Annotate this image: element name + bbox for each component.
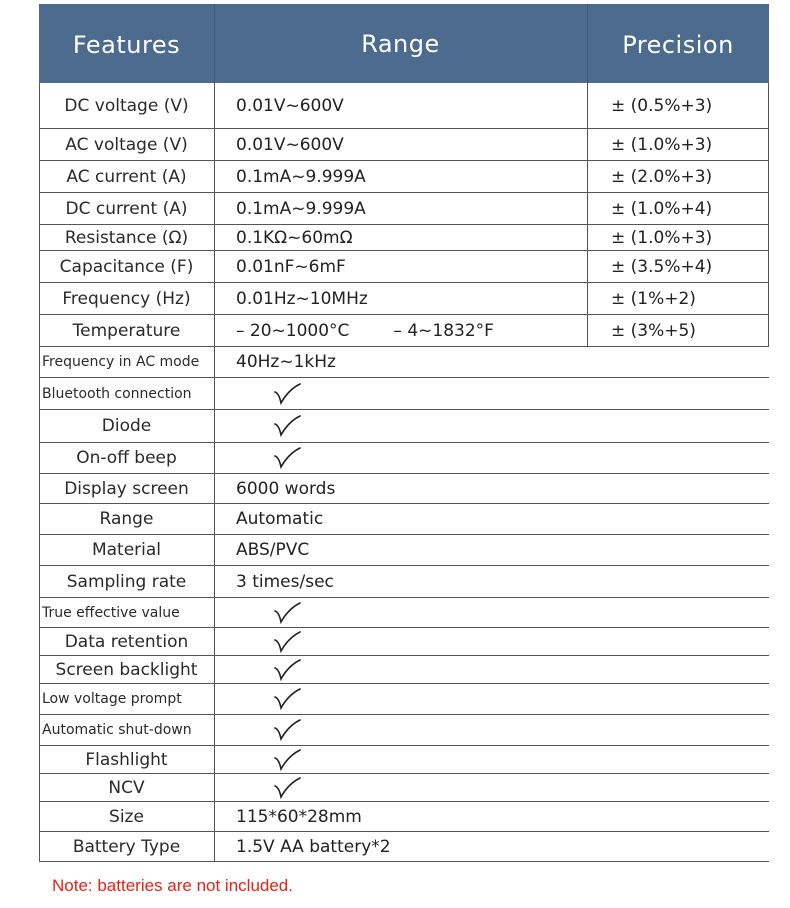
spec-table: [39, 4, 769, 862]
feature-label: Low voltage prompt: [42, 691, 182, 707]
table-row: [39, 283, 769, 315]
table-row: [39, 504, 769, 535]
range-value: [236, 347, 336, 377]
precision-value: ± (1.0%+3): [611, 227, 713, 248]
range-value: [273, 628, 301, 655]
checkmark-icon: [273, 777, 301, 799]
range-text: 115*60*28mm: [236, 806, 362, 827]
precision-value: ± (1.0%+3): [611, 134, 713, 155]
feature-label: Battery Type: [72, 836, 181, 857]
feature-label: Range: [99, 509, 154, 529]
checkmark-icon: [273, 659, 301, 681]
table-row: [39, 535, 769, 566]
checkmark-icon: [273, 447, 301, 469]
feature-label: Capacitance (F): [59, 256, 194, 277]
checkmark-icon: [273, 602, 301, 624]
range-text: 0.01V~600V: [236, 95, 344, 116]
range-value: [273, 598, 301, 627]
feature-label: DC voltage (V): [64, 95, 189, 116]
precision-value: ± (1%+2): [611, 288, 696, 309]
feature-label: Sampling rate: [66, 571, 187, 592]
range-value: [236, 251, 346, 282]
range-value: [236, 193, 366, 224]
range-value: [236, 535, 309, 565]
range-text: – 20~1000°C: [236, 320, 350, 341]
table-row: [39, 598, 769, 628]
range-value: [273, 656, 301, 683]
checkmark-icon: [273, 631, 301, 653]
feature-label: Display screen: [64, 478, 189, 499]
range-value: [273, 684, 301, 714]
range-text: 0.1mA~9.999A: [236, 198, 366, 219]
range-text: ABS/PVC: [236, 540, 310, 560]
table-row: [39, 251, 769, 283]
range-fahrenheit-text: – 4~1832°F: [393, 320, 494, 341]
checkmark-icon: [273, 415, 301, 437]
range-text: 0.01Hz~10MHz: [236, 288, 368, 309]
range-value: [273, 774, 301, 801]
table-row: [39, 161, 769, 193]
checkmark-icon: [273, 688, 301, 710]
range-text: 0.01V~600V: [236, 134, 344, 155]
range-value: [236, 315, 494, 346]
table-row: [39, 378, 769, 410]
feature-label: Material: [91, 540, 162, 560]
table-row: [39, 129, 769, 161]
table-row: [39, 832, 769, 862]
checkmark-icon: [273, 719, 301, 741]
range-value: [273, 746, 301, 773]
feature-label: Data retention: [64, 631, 189, 652]
table-row: [39, 656, 769, 684]
range-value: [236, 802, 362, 831]
range-text: 0.01nF~6mF: [236, 256, 346, 277]
feature-label: On-off beep: [76, 448, 177, 468]
feature-label: Temperature: [72, 320, 181, 341]
header-features: Features: [72, 31, 181, 59]
table-row: [39, 410, 769, 443]
range-text: 0.1KΩ~60mΩ: [236, 227, 353, 248]
table-row: [39, 193, 769, 225]
feature-label: True effective value: [42, 604, 180, 621]
feature-label: Flashlight: [85, 749, 168, 770]
table-header: [39, 4, 769, 83]
table-row: [39, 715, 769, 746]
range-value: [273, 715, 301, 745]
range-value: [236, 474, 335, 503]
table-row: [39, 443, 769, 474]
checkmark-icon: [273, 383, 301, 405]
range-value: [236, 129, 344, 160]
table-row: [39, 566, 769, 598]
battery-note: Note: batteries are not included.: [52, 876, 293, 895]
table-row: [39, 347, 769, 378]
header-range: Range: [361, 30, 440, 58]
range-text: 3 times/sec: [236, 571, 334, 592]
table-row: [39, 684, 769, 715]
feature-label: AC voltage (V): [65, 134, 188, 155]
range-value: [236, 161, 366, 192]
feature-label: Size: [109, 806, 144, 827]
table-row: [39, 802, 769, 832]
feature-label: Frequency in AC mode: [42, 354, 200, 370]
precision-value: ± (3%+5): [611, 320, 696, 341]
range-value: [236, 83, 344, 128]
table-body: [39, 83, 769, 862]
precision-value: ± (3.5%+4): [611, 256, 713, 277]
range-text: 1.5V AA battery*2: [236, 836, 391, 857]
range-text: 6000 words: [236, 478, 336, 499]
table-row: [39, 83, 769, 129]
table-row: [39, 628, 769, 656]
range-value: [236, 832, 391, 861]
precision-value: ± (2.0%+3): [611, 166, 713, 187]
range-value: [273, 378, 301, 409]
checkmark-icon: [273, 749, 301, 771]
precision-value: ± (0.5%+3): [611, 95, 713, 116]
feature-label: NCV: [108, 777, 145, 798]
feature-label: Automatic shut-down: [42, 722, 192, 738]
range-text: 40Hz~1kHz: [236, 352, 336, 372]
table-row: [39, 315, 769, 347]
feature-label: Bluetooth connection: [42, 385, 192, 402]
table-row: [39, 474, 769, 504]
feature-label: Resistance (Ω): [64, 227, 189, 248]
range-text: 0.1mA~9.999A: [236, 166, 366, 187]
table-row: [39, 746, 769, 774]
range-value: [236, 283, 368, 314]
feature-label: Diode: [101, 416, 152, 436]
range-value: [236, 225, 353, 250]
range-value: [273, 410, 301, 442]
feature-label: Screen backlight: [55, 659, 198, 680]
table-row: [39, 774, 769, 802]
precision-value: ± (1.0%+4): [611, 198, 713, 219]
feature-label: Frequency (Hz): [62, 288, 191, 309]
range-value: [273, 443, 301, 473]
range-text: Automatic: [236, 509, 324, 529]
feature-label: AC current (A): [66, 166, 187, 187]
feature-label: DC current (A): [65, 198, 188, 219]
range-value: [236, 566, 334, 597]
header-precision: Precision: [622, 31, 734, 59]
table-row: [39, 225, 769, 251]
range-value: [236, 504, 323, 534]
